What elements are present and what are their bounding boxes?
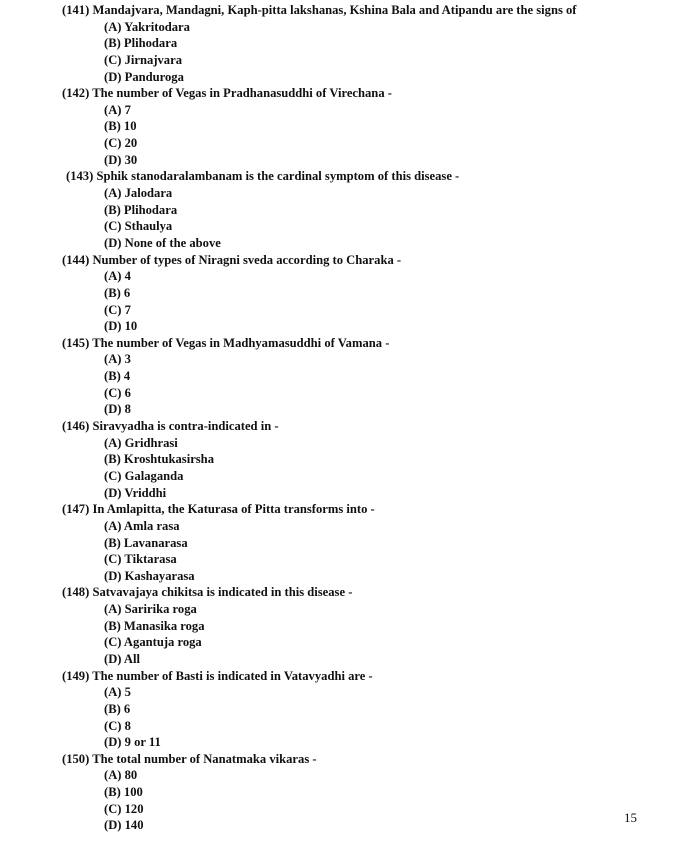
answer-option: (C) Agantuja roga (104, 635, 202, 650)
answer-option: (B) 6 (104, 285, 131, 300)
question-text (62, 168, 674, 185)
question-143 (62, 168, 674, 251)
question-stem: Number of types of Niragni sveda according to Charaka - (92, 252, 402, 267)
question-number: (141) (62, 3, 90, 17)
answer-option: (B) Kroshtukasirsha (104, 452, 214, 467)
question-number: (150) (62, 751, 90, 766)
answer-option: (A) Jalodara (104, 186, 173, 201)
answer-option: (B) 6 (104, 701, 131, 716)
question-141 (62, 2, 674, 85)
question-text (62, 2, 674, 19)
answer-option: (D) 9 or 11 (104, 735, 161, 750)
answer-option: (D) 30 (104, 152, 138, 167)
answer-option: (B) Manasika roga (104, 618, 205, 633)
answer-option: (A) 4 (104, 269, 131, 284)
question-number: (149) (62, 668, 90, 683)
answer-option: (C) 120 (104, 801, 144, 816)
question-145 (62, 335, 674, 418)
answer-option: (C) Jirnajvara (104, 52, 182, 67)
answer-option: (A) Amla rasa (104, 518, 180, 533)
answer-option: (C) Galaganda (104, 468, 184, 483)
question-stem: Satvavajaya chikitsa is indicated in this disease - (92, 585, 353, 600)
answer-option: (B) 4 (104, 369, 131, 384)
question-stem: In Amlapitta, the Katurasa of Pitta transforms into - (92, 502, 375, 517)
answer-option: (B) 10 (104, 119, 137, 134)
question-stem: The number of Basti is indicated in Vatavyadhi are - (92, 668, 373, 683)
answer-option: (D) 140 (104, 818, 144, 833)
question-142 (62, 85, 674, 168)
answer-option: (B) Plihodara (104, 202, 178, 217)
answer-option: (C) 7 (104, 302, 131, 317)
question-150 (62, 751, 674, 834)
question-number: (144) (62, 252, 90, 267)
question-list (62, 2, 674, 834)
answer-option: (C) 6 (104, 385, 131, 400)
question-149 (62, 668, 674, 751)
question-number: (148) (62, 585, 90, 600)
answer-option: (C) 20 (104, 136, 138, 151)
answer-option: (C) 8 (104, 718, 131, 733)
question-stem: Sphik stanodaralambanam is the cardinal symptom of this disease - (96, 169, 460, 184)
answer-option: (D) Panduroga (104, 69, 184, 84)
answer-option: (D) 8 (104, 402, 131, 417)
question-text (62, 501, 674, 518)
answer-option: (A) Gridhrasi (104, 435, 178, 450)
question-number: (145) (62, 335, 90, 350)
question-147 (62, 501, 674, 584)
question-148 (62, 584, 674, 667)
answer-option: (C) Sthaulya (104, 219, 173, 234)
question-146 (62, 418, 674, 501)
question-stem: The total number of Nanatmaka vikaras - (92, 751, 317, 766)
question-number: (147) (62, 502, 90, 517)
answer-option: (C) Tiktarasa (104, 552, 177, 567)
answer-option: (A) Yakritodara (104, 19, 190, 34)
answer-option: (A) Saririka roga (104, 602, 197, 617)
question-text (62, 668, 674, 685)
question-number: (146) (62, 419, 90, 434)
answer-option: (A) 80 (104, 768, 138, 783)
answer-option: (B) 100 (104, 785, 143, 800)
answer-option: (D) Kashayarasa (104, 568, 195, 583)
question-number: (142) (62, 86, 90, 101)
answer-option: (B) Lavanarasa (104, 535, 188, 550)
answer-option: (D) Vriddhi (104, 485, 167, 500)
question-text (62, 418, 674, 435)
answer-option: (B) Plihodara (104, 36, 178, 51)
question-number: (143) (66, 169, 94, 184)
question-stem: Mandajvara, Mandagni, Kaph-pitta lakshanas, Kshina Bala and Atipandu are the signs of (92, 3, 577, 17)
question-144 (62, 252, 674, 335)
answer-option: (D) 10 (104, 319, 138, 334)
question-stem: The number of Vegas in Pradhanasuddhi of Virechana - (92, 86, 392, 101)
answer-option: (A) 7 (104, 102, 131, 117)
question-stem: The number of Vegas in Madhyamasuddhi of Vamana - (92, 335, 390, 350)
question-text (62, 751, 674, 768)
answer-option: (A) 3 (104, 352, 131, 367)
question-stem: Siravyadha is contra-indicated in - (92, 419, 279, 434)
question-text (62, 584, 674, 601)
page-number: 15 (624, 810, 637, 825)
question-text (62, 335, 674, 352)
answer-option: (D) None of the above (104, 235, 221, 250)
answer-option: (D) All (104, 651, 141, 666)
question-text (62, 252, 674, 269)
answer-option: (A) 5 (104, 685, 131, 700)
question-text (62, 85, 674, 102)
